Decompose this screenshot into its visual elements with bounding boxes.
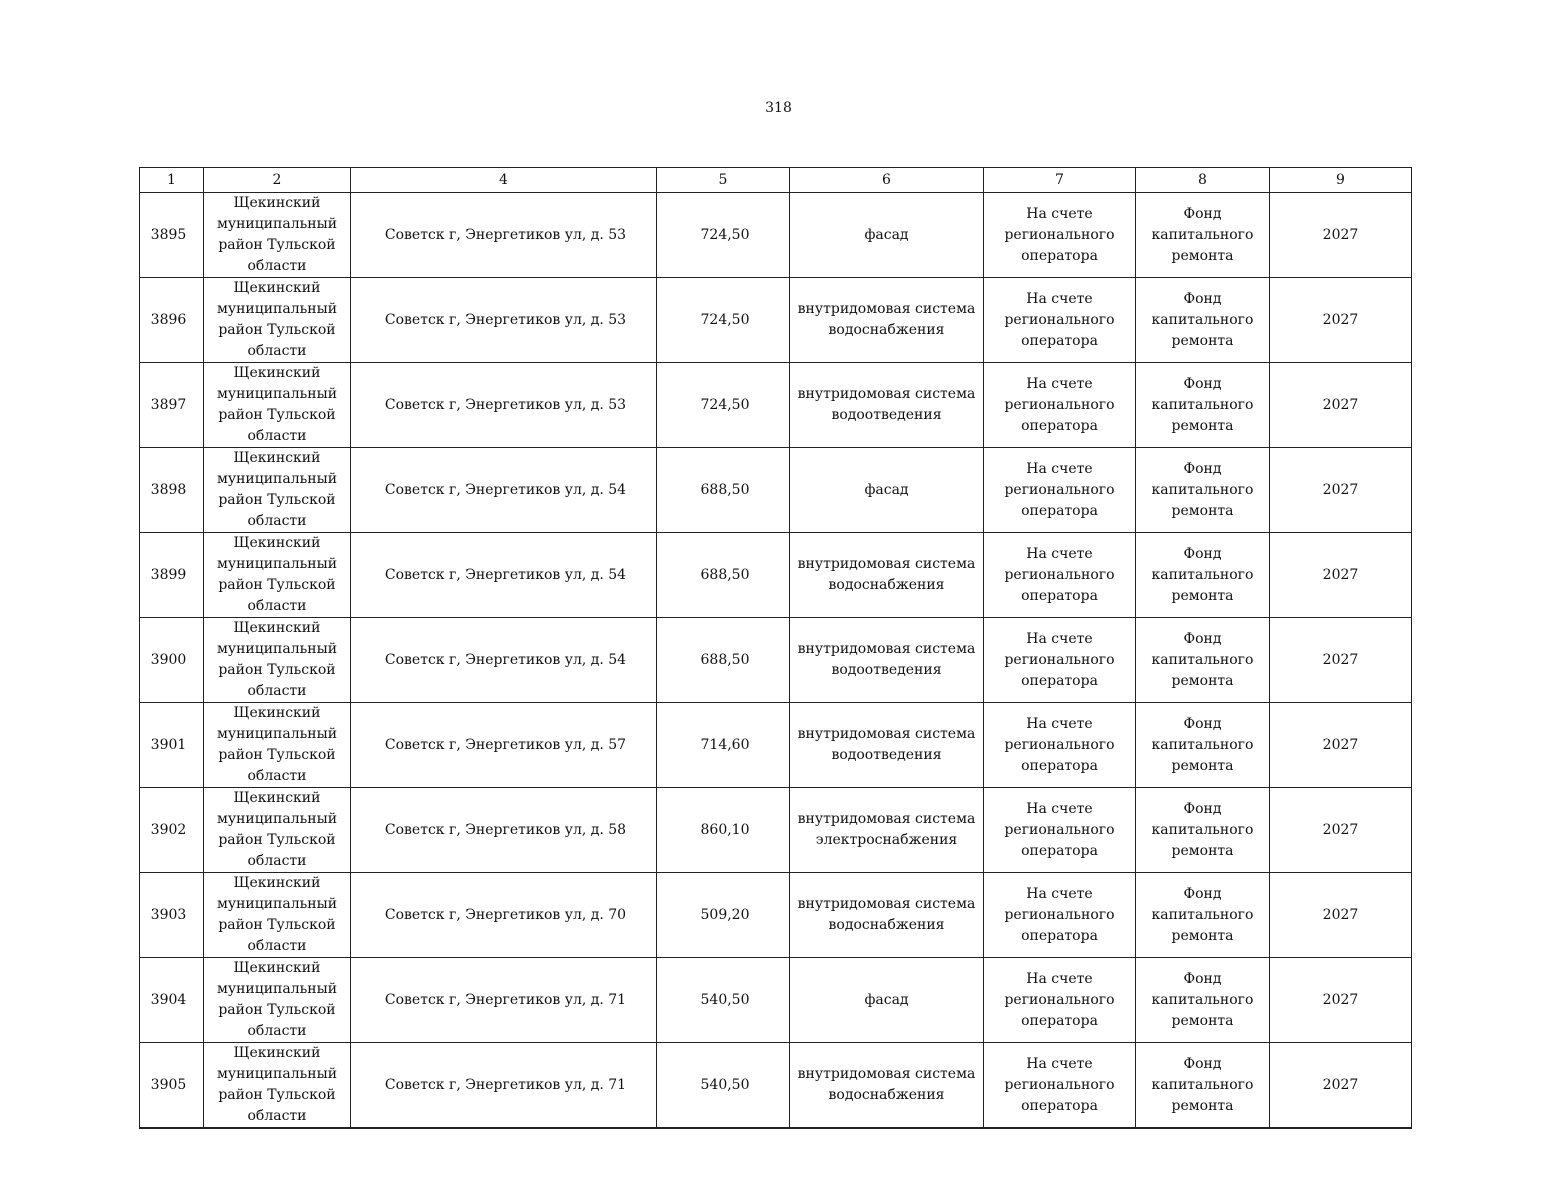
year-cell: 2027	[1270, 788, 1412, 873]
account-cell: На счете регионального оператора	[984, 448, 1136, 533]
fund-cell: Фонд капитального ремонта	[1136, 788, 1270, 873]
account-cell: На счете регионального оператора	[984, 703, 1136, 788]
area-cell: 724,50	[657, 193, 790, 278]
fund-cell: Фонд капитального ремонта	[1136, 278, 1270, 363]
table-row	[140, 278, 1412, 363]
row-number: 3900	[140, 618, 204, 703]
fund-cell: Фонд капитального ремонта	[1136, 533, 1270, 618]
area-cell: 688,50	[657, 448, 790, 533]
fund-cell: Фонд капитального ремонта	[1136, 193, 1270, 278]
work-type-cell: внутридомовая система водоснабжения	[790, 873, 984, 958]
year-cell: 2027	[1270, 193, 1412, 278]
account-cell: На счете регионального оператора	[984, 533, 1136, 618]
row-number: 3903	[140, 873, 204, 958]
year-cell: 2027	[1270, 448, 1412, 533]
work-type-cell: внутридомовая система водоснабжения	[790, 278, 984, 363]
year-cell: 2027	[1270, 958, 1412, 1043]
address-cell: Советск г, Энергетиков ул, д. 58	[351, 788, 657, 873]
work-type-cell: внутридомовая система электроснабжения	[790, 788, 984, 873]
row-number: 3898	[140, 448, 204, 533]
column-header: 8	[1136, 168, 1270, 193]
account-cell: На счете регионального оператора	[984, 193, 1136, 278]
column-header: 7	[984, 168, 1136, 193]
area-cell: 688,50	[657, 618, 790, 703]
registry-body	[140, 193, 1412, 1129]
column-header: 6	[790, 168, 984, 193]
table-row	[140, 533, 1412, 618]
row-number: 3896	[140, 278, 204, 363]
year-cell: 2027	[1270, 363, 1412, 448]
area-cell: 688,50	[657, 533, 790, 618]
account-cell: На счете регионального оператора	[984, 1043, 1136, 1129]
fund-cell: Фонд капитального ремонта	[1136, 958, 1270, 1043]
work-type-cell: фасад	[790, 193, 984, 278]
column-header: 2	[204, 168, 351, 193]
table-row	[140, 1043, 1412, 1129]
address-cell: Советск г, Энергетиков ул, д. 57	[351, 703, 657, 788]
row-number: 3895	[140, 193, 204, 278]
account-cell: На счете регионального оператора	[984, 278, 1136, 363]
address-cell: Советск г, Энергетиков ул, д. 71	[351, 958, 657, 1043]
table-row	[140, 873, 1412, 958]
fund-cell: Фонд капитального ремонта	[1136, 703, 1270, 788]
header-row	[140, 168, 1412, 193]
row-number: 3902	[140, 788, 204, 873]
table-row	[140, 958, 1412, 1043]
address-cell: Советск г, Энергетиков ул, д. 54	[351, 448, 657, 533]
row-number: 3905	[140, 1043, 204, 1129]
area-cell: 540,50	[657, 1043, 790, 1129]
address-cell: Советск г, Энергетиков ул, д. 71	[351, 1043, 657, 1129]
municipality-cell: Щекинский муниципальный район Тульской области	[204, 278, 351, 363]
work-type-cell: внутридомовая система водоснабжения	[790, 1043, 984, 1129]
table-row	[140, 703, 1412, 788]
fund-cell: Фонд капитального ремонта	[1136, 1043, 1270, 1129]
municipality-cell: Щекинский муниципальный район Тульской области	[204, 448, 351, 533]
table-row	[140, 618, 1412, 703]
municipality-cell: Щекинский муниципальный район Тульской области	[204, 958, 351, 1043]
registry-table	[139, 167, 1412, 1129]
municipality-cell: Щекинский муниципальный район Тульской области	[204, 873, 351, 958]
address-cell: Советск г, Энергетиков ул, д. 54	[351, 533, 657, 618]
work-type-cell: внутридомовая система водоотведения	[790, 618, 984, 703]
area-cell: 540,50	[657, 958, 790, 1043]
year-cell: 2027	[1270, 533, 1412, 618]
municipality-cell: Щекинский муниципальный район Тульской области	[204, 533, 351, 618]
work-type-cell: внутридомовая система водоотведения	[790, 703, 984, 788]
municipality-cell: Щекинский муниципальный район Тульской области	[204, 1043, 351, 1129]
column-header: 5	[657, 168, 790, 193]
address-cell: Советск г, Энергетиков ул, д. 53	[351, 363, 657, 448]
row-number: 3899	[140, 533, 204, 618]
fund-cell: Фонд капитального ремонта	[1136, 873, 1270, 958]
address-cell: Советск г, Энергетиков ул, д. 53	[351, 278, 657, 363]
table-row	[140, 363, 1412, 448]
area-cell: 509,20	[657, 873, 790, 958]
municipality-cell: Щекинский муниципальный район Тульской области	[204, 363, 351, 448]
address-cell: Советск г, Энергетиков ул, д. 70	[351, 873, 657, 958]
page-number: 318	[765, 100, 792, 116]
work-type-cell: внутридомовая система водоотведения	[790, 363, 984, 448]
work-type-cell: внутридомовая система водоснабжения	[790, 533, 984, 618]
column-header: 4	[351, 168, 657, 193]
address-cell: Советск г, Энергетиков ул, д. 54	[351, 618, 657, 703]
fund-cell: Фонд капитального ремонта	[1136, 363, 1270, 448]
municipality-cell: Щекинский муниципальный район Тульской области	[204, 703, 351, 788]
municipality-cell: Щекинский муниципальный район Тульской области	[204, 618, 351, 703]
table-row	[140, 788, 1412, 873]
area-cell: 714,60	[657, 703, 790, 788]
year-cell: 2027	[1270, 1043, 1412, 1129]
account-cell: На счете регионального оператора	[984, 363, 1136, 448]
account-cell: На счете регионального оператора	[984, 788, 1136, 873]
column-header: 1	[140, 168, 204, 193]
work-type-cell: фасад	[790, 958, 984, 1043]
year-cell: 2027	[1270, 873, 1412, 958]
column-header: 9	[1270, 168, 1412, 193]
work-type-cell: фасад	[790, 448, 984, 533]
year-cell: 2027	[1270, 278, 1412, 363]
area-cell: 724,50	[657, 363, 790, 448]
account-cell: На счете регионального оператора	[984, 618, 1136, 703]
municipality-cell: Щекинский муниципальный район Тульской области	[204, 788, 351, 873]
row-number: 3897	[140, 363, 204, 448]
municipality-cell: Щекинский муниципальный район Тульской области	[204, 193, 351, 278]
year-cell: 2027	[1270, 618, 1412, 703]
account-cell: На счете регионального оператора	[984, 873, 1136, 958]
row-number: 3901	[140, 703, 204, 788]
row-number: 3904	[140, 958, 204, 1043]
area-cell: 724,50	[657, 278, 790, 363]
address-cell: Советск г, Энергетиков ул, д. 53	[351, 193, 657, 278]
fund-cell: Фонд капитального ремонта	[1136, 448, 1270, 533]
fund-cell: Фонд капитального ремонта	[1136, 618, 1270, 703]
table-row	[140, 193, 1412, 278]
table-row	[140, 448, 1412, 533]
year-cell: 2027	[1270, 703, 1412, 788]
area-cell: 860,10	[657, 788, 790, 873]
account-cell: На счете регионального оператора	[984, 958, 1136, 1043]
